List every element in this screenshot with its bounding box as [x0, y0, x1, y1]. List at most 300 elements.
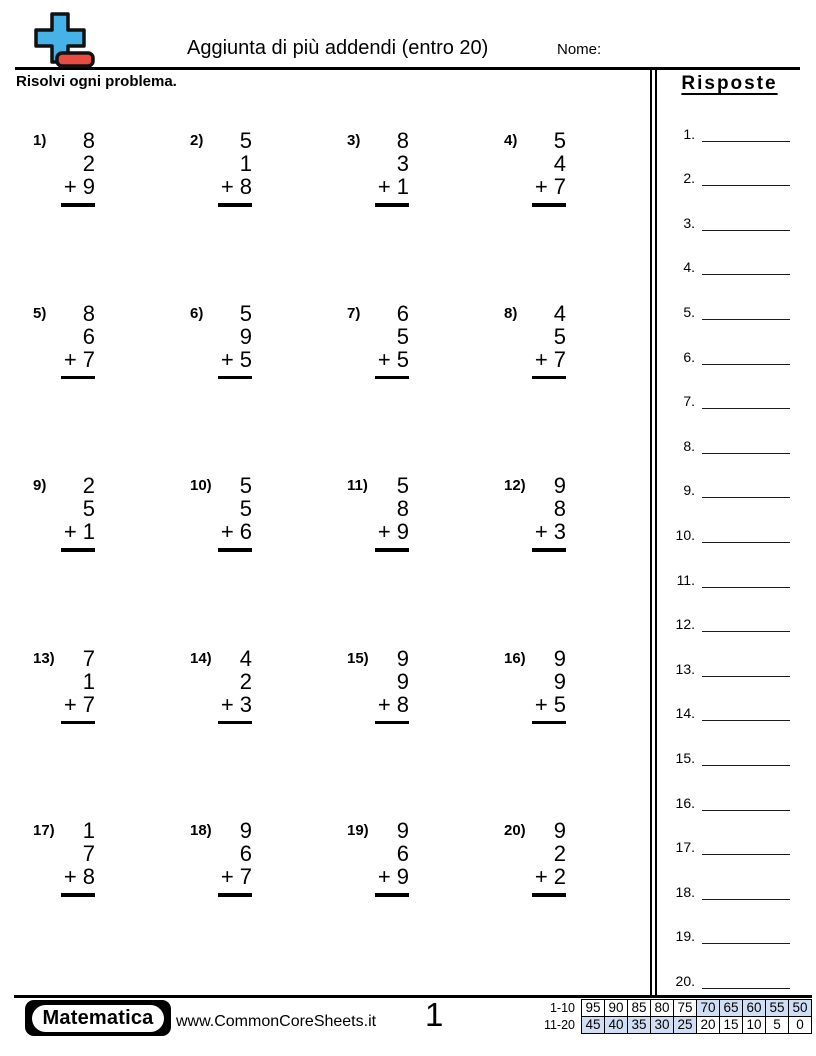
problem	[347, 819, 504, 992]
problem-number: 12)	[504, 477, 526, 494]
addend	[532, 819, 566, 842]
addend-stack	[61, 647, 95, 725]
addend	[532, 670, 566, 693]
answer-blank-line	[702, 939, 790, 944]
plus-sign: +	[63, 346, 77, 372]
answer-underline	[375, 721, 409, 725]
answer-blank-line	[702, 761, 790, 766]
problem-number: 18)	[190, 822, 212, 839]
plus-sign: +	[377, 864, 391, 889]
addend-stack	[532, 302, 566, 380]
answers-column	[657, 67, 816, 995]
problem	[190, 474, 347, 647]
addend	[532, 325, 566, 348]
addend-value: 3	[239, 691, 252, 717]
answer-blank-line	[702, 984, 790, 989]
addend	[375, 175, 409, 198]
problem-number: 14)	[190, 649, 212, 667]
grading-cell: 5	[765, 1016, 789, 1034]
answer-number: 16.	[675, 794, 695, 811]
answer-blank-line	[702, 493, 790, 498]
addend-stack	[532, 647, 566, 725]
addend	[61, 865, 95, 888]
addend-value: 9	[82, 174, 95, 199]
addend-value: 7	[239, 864, 252, 889]
problem	[33, 474, 190, 647]
answer-number: 4.	[683, 259, 695, 276]
grading-cell: 40	[604, 1016, 628, 1034]
addend	[218, 842, 252, 865]
answer-number: 12.	[675, 616, 695, 633]
addend	[218, 520, 252, 543]
problem	[504, 474, 661, 647]
addend	[218, 474, 252, 497]
grading-cell: 55	[765, 999, 789, 1017]
grading-cell: 10	[742, 1016, 766, 1034]
addend	[218, 865, 252, 888]
problem	[347, 647, 504, 820]
addend-value: 7	[82, 645, 95, 671]
grading-cell: 90	[604, 999, 628, 1017]
answer-row	[669, 365, 790, 410]
addend	[61, 325, 95, 348]
addend-value: 2	[82, 151, 95, 176]
plus-sign: +	[377, 691, 391, 717]
addend	[218, 670, 252, 693]
problem	[347, 302, 504, 475]
problem	[347, 474, 504, 647]
addend	[375, 497, 409, 520]
addend-value: 9	[396, 864, 409, 889]
addend-value: 6	[396, 300, 409, 326]
addend-stack	[532, 819, 566, 897]
addend	[532, 152, 566, 175]
addend-stack	[61, 302, 95, 380]
answer-number: 5.	[683, 303, 695, 320]
website-url: www.CommonCoreSheets.it	[176, 1013, 377, 1030]
addend-value: 3	[553, 519, 566, 544]
main-content	[0, 67, 816, 995]
addend-value: 9	[396, 818, 409, 843]
addend-value: 9	[239, 323, 252, 349]
addend-value: 5	[239, 496, 252, 521]
problem-number: 5)	[33, 304, 47, 322]
answer-row	[669, 498, 790, 543]
addend-value: 9	[553, 473, 566, 498]
addend	[375, 302, 409, 325]
problem	[347, 129, 504, 302]
addend	[532, 647, 566, 670]
addend-value: 1	[82, 668, 95, 694]
column-divider	[650, 67, 657, 995]
grading-cell: 35	[627, 1016, 651, 1034]
addend-value: 7	[553, 346, 566, 372]
plus-sign: +	[534, 346, 548, 372]
answer-blank-line	[702, 806, 790, 811]
addend	[218, 348, 252, 371]
answer-underline	[375, 376, 409, 380]
answer-blank-line	[702, 137, 790, 142]
addend-value: 8	[396, 691, 409, 717]
grading-cell: 65	[719, 999, 743, 1017]
addend	[375, 520, 409, 543]
problems-area	[16, 67, 650, 995]
problem	[504, 129, 661, 302]
addend-stack	[532, 474, 566, 552]
grading-cell: 75	[673, 999, 697, 1017]
answer-underline	[532, 548, 566, 552]
logo-graphic	[30, 9, 98, 69]
problem	[190, 302, 347, 475]
grading-cell: 95	[581, 999, 605, 1017]
answer-underline	[218, 721, 252, 725]
answer-row	[669, 632, 790, 677]
problem	[190, 647, 347, 820]
addend-value: 7	[82, 841, 95, 866]
addend-value: 9	[553, 818, 566, 843]
addend	[532, 865, 566, 888]
answer-underline	[218, 893, 252, 897]
answer-blank-line	[702, 850, 790, 855]
problem-number: 9)	[33, 477, 47, 494]
plus-sign: +	[220, 691, 234, 717]
problem-number: 11)	[347, 477, 368, 494]
addend-value: 9	[553, 668, 566, 694]
subject-badge-label: Matematica	[32, 1005, 164, 1032]
addend	[532, 520, 566, 543]
answers-list	[669, 97, 790, 989]
addend-value: 4	[239, 645, 252, 671]
addend-value: 4	[553, 151, 566, 176]
subject-badge	[25, 1000, 171, 1036]
addend-stack	[61, 474, 95, 552]
answer-row	[669, 320, 790, 365]
answer-blank-line	[702, 315, 790, 320]
answer-blank-line	[702, 181, 790, 186]
addend	[532, 175, 566, 198]
addend-value: 8	[396, 496, 409, 521]
answer-number: 7.	[683, 393, 695, 410]
addend-value: 5	[82, 496, 95, 521]
answer-row	[669, 900, 790, 945]
name-label: Nome:	[557, 41, 602, 58]
answer-blank-line	[702, 538, 790, 543]
problem-number: 6)	[190, 304, 204, 322]
addend	[218, 647, 252, 670]
answer-underline	[218, 548, 252, 552]
addend-value: 6	[82, 323, 95, 349]
problem-number: 4)	[504, 132, 518, 149]
addend	[218, 693, 252, 716]
addend	[375, 348, 409, 371]
addend	[218, 302, 252, 325]
answer-row	[669, 142, 790, 187]
page-number: 1	[425, 996, 444, 1033]
answer-number: 20.	[675, 972, 695, 989]
answer-blank-line	[702, 270, 790, 275]
problem	[504, 302, 661, 475]
addend-value: 9	[553, 645, 566, 671]
answer-blank-line	[702, 672, 790, 677]
answer-row	[669, 721, 790, 766]
answer-row	[669, 97, 790, 142]
answer-underline	[61, 721, 95, 725]
addend-stack	[218, 647, 252, 725]
answer-row	[669, 454, 790, 499]
answer-underline	[375, 548, 409, 552]
answer-row	[669, 231, 790, 276]
problem	[33, 129, 190, 302]
answer-underline	[532, 203, 566, 207]
answer-number: 13.	[675, 660, 695, 677]
addend	[61, 497, 95, 520]
problem-number: 15)	[347, 649, 369, 667]
addend-value: 2	[553, 841, 566, 866]
answer-underline	[375, 203, 409, 207]
problem-number: 10)	[190, 477, 212, 494]
plus-sign: +	[534, 519, 548, 544]
addend-value: 5	[239, 128, 252, 153]
answer-row	[669, 944, 790, 989]
addend	[218, 175, 252, 198]
grading-range-label: 11-20	[543, 1018, 575, 1032]
grading-cell: 50	[788, 999, 812, 1017]
problem	[33, 647, 190, 820]
addend-stack	[532, 129, 566, 207]
addend	[61, 302, 95, 325]
addend	[375, 325, 409, 348]
answer-number: 8.	[683, 437, 695, 454]
answer-blank-line	[702, 895, 790, 900]
addend-stack	[218, 474, 252, 552]
addend-stack	[218, 129, 252, 207]
addend-value: 5	[396, 323, 409, 349]
problem	[33, 302, 190, 475]
addend-value: 8	[553, 496, 566, 521]
addend-value: 4	[553, 300, 566, 326]
addend	[218, 819, 252, 842]
answer-blank-line	[702, 583, 790, 588]
addend	[61, 819, 95, 842]
answer-row	[669, 186, 790, 231]
addend-value: 1	[239, 151, 252, 176]
answer-number: 19.	[675, 928, 695, 945]
grading-table	[529, 999, 812, 1034]
addend-value: 8	[239, 174, 252, 199]
grading-range-label: 1-10	[549, 1001, 575, 1015]
addend	[218, 325, 252, 348]
addend	[61, 129, 95, 152]
addend	[61, 842, 95, 865]
problem-number: 20)	[504, 822, 526, 839]
plus-sign: +	[220, 864, 234, 889]
answer-number: 17.	[675, 839, 695, 856]
addend	[532, 348, 566, 371]
addend-stack	[375, 647, 409, 725]
addend-value: 9	[239, 818, 252, 843]
addend	[375, 693, 409, 716]
plus-sign: +	[63, 691, 77, 717]
addend	[61, 647, 95, 670]
answer-underline	[61, 893, 95, 897]
addend-stack	[61, 129, 95, 207]
problem-number: 3)	[347, 132, 361, 149]
answer-row	[669, 677, 790, 722]
problems-grid	[16, 129, 650, 992]
answer-underline	[218, 376, 252, 380]
addend-value: 1	[82, 818, 95, 843]
addend-value: 2	[553, 864, 566, 889]
grading-row	[529, 1016, 812, 1034]
answer-row	[669, 275, 790, 320]
problem	[33, 819, 190, 992]
grading-cell: 45	[581, 1016, 605, 1034]
answer-number: 9.	[683, 482, 695, 499]
addend	[61, 520, 95, 543]
addend	[375, 129, 409, 152]
problem-number: 8)	[504, 304, 518, 322]
grading-cell: 70	[696, 999, 720, 1017]
addend	[61, 670, 95, 693]
addend	[61, 348, 95, 371]
addend-stack	[375, 302, 409, 380]
addend-value: 8	[82, 864, 95, 889]
addend-stack	[375, 129, 409, 207]
addend-value: 9	[396, 519, 409, 544]
footer-rule	[14, 995, 812, 998]
addend-value: 2	[82, 473, 95, 498]
answer-blank-line	[702, 716, 790, 721]
addend-value: 1	[396, 174, 409, 199]
answer-number: 1.	[683, 125, 695, 142]
plus-sign: +	[63, 519, 77, 544]
grading-cell: 0	[788, 1016, 812, 1034]
answer-row	[669, 855, 790, 900]
addend-stack	[218, 819, 252, 897]
problem-number: 16)	[504, 649, 526, 667]
addend-value: 7	[553, 174, 566, 199]
addend-value: 8	[82, 300, 95, 326]
answer-number: 3.	[683, 214, 695, 231]
answer-row	[669, 811, 790, 856]
problem-number: 17)	[33, 822, 55, 839]
addend-value: 6	[396, 841, 409, 866]
problem-number: 1)	[33, 132, 47, 149]
addend-value: 5	[239, 300, 252, 326]
answer-underline	[375, 893, 409, 897]
addend-value: 5	[396, 473, 409, 498]
answer-row	[669, 588, 790, 633]
grading-cell: 85	[627, 999, 651, 1017]
addend	[375, 842, 409, 865]
plus-sign: +	[220, 346, 234, 372]
answer-number: 14.	[675, 705, 695, 722]
addend	[61, 175, 95, 198]
worksheet-title: Aggiunta di più addendi (entro 20)	[187, 37, 489, 59]
addend-stack	[375, 474, 409, 552]
addend	[375, 647, 409, 670]
answer-row	[669, 543, 790, 588]
addend	[532, 693, 566, 716]
answer-blank-line	[702, 360, 790, 365]
addend-value: 5	[396, 346, 409, 372]
problem	[190, 129, 347, 302]
answer-underline	[61, 376, 95, 380]
answer-number: 10.	[675, 526, 695, 543]
answer-blank-line	[702, 404, 790, 409]
problem	[504, 819, 661, 992]
problem-number: 7)	[347, 304, 361, 322]
answer-blank-line	[702, 627, 790, 632]
addend	[375, 670, 409, 693]
minus-icon	[57, 53, 93, 66]
answer-row	[669, 766, 790, 811]
grading-cell: 25	[673, 1016, 697, 1034]
addend-value: 5	[553, 323, 566, 349]
plus-minus-logo	[30, 9, 98, 74]
addend	[532, 474, 566, 497]
addend	[61, 152, 95, 175]
addend-stack	[61, 819, 95, 897]
problem-number: 2)	[190, 132, 204, 149]
problem	[504, 647, 661, 820]
addend	[375, 819, 409, 842]
addend-value: 8	[82, 128, 95, 153]
grading-cell: 20	[696, 1016, 720, 1034]
addend-stack	[375, 819, 409, 897]
addend	[218, 497, 252, 520]
answer-underline	[532, 893, 566, 897]
problem	[190, 819, 347, 992]
answer-blank-line	[702, 449, 790, 454]
answer-underline	[61, 548, 95, 552]
plus-sign: +	[63, 864, 77, 889]
grading-cell: 15	[719, 1016, 743, 1034]
addend-value: 9	[396, 668, 409, 694]
addend-value: 7	[82, 691, 95, 717]
addend-value: 9	[396, 645, 409, 671]
grading-row	[529, 999, 812, 1017]
addend-stack	[218, 302, 252, 380]
addend-value: 1	[82, 519, 95, 544]
plus-sign: +	[377, 346, 391, 372]
addend	[532, 842, 566, 865]
answer-underline	[532, 376, 566, 380]
answers-title: Risposte	[681, 73, 778, 94]
addend	[375, 865, 409, 888]
plus-sign: +	[63, 174, 77, 199]
answer-number: 2.	[683, 170, 695, 187]
addend	[532, 497, 566, 520]
addend	[218, 152, 252, 175]
addend-value: 6	[239, 519, 252, 544]
addend	[375, 474, 409, 497]
grading-cell: 80	[650, 999, 674, 1017]
footer	[0, 995, 816, 1056]
addend-value: 3	[396, 151, 409, 176]
addend-value: 6	[239, 841, 252, 866]
problem-number: 19)	[347, 822, 369, 839]
plus-sign: +	[377, 174, 391, 199]
addend-value: 5	[239, 346, 252, 372]
addend	[61, 693, 95, 716]
addend-value: 5	[553, 128, 566, 153]
grading-cell: 60	[742, 999, 766, 1017]
addend-value: 5	[553, 691, 566, 717]
instructions: Risolvi ogni problema.	[16, 73, 177, 90]
addend	[61, 474, 95, 497]
addend-value: 5	[239, 473, 252, 498]
